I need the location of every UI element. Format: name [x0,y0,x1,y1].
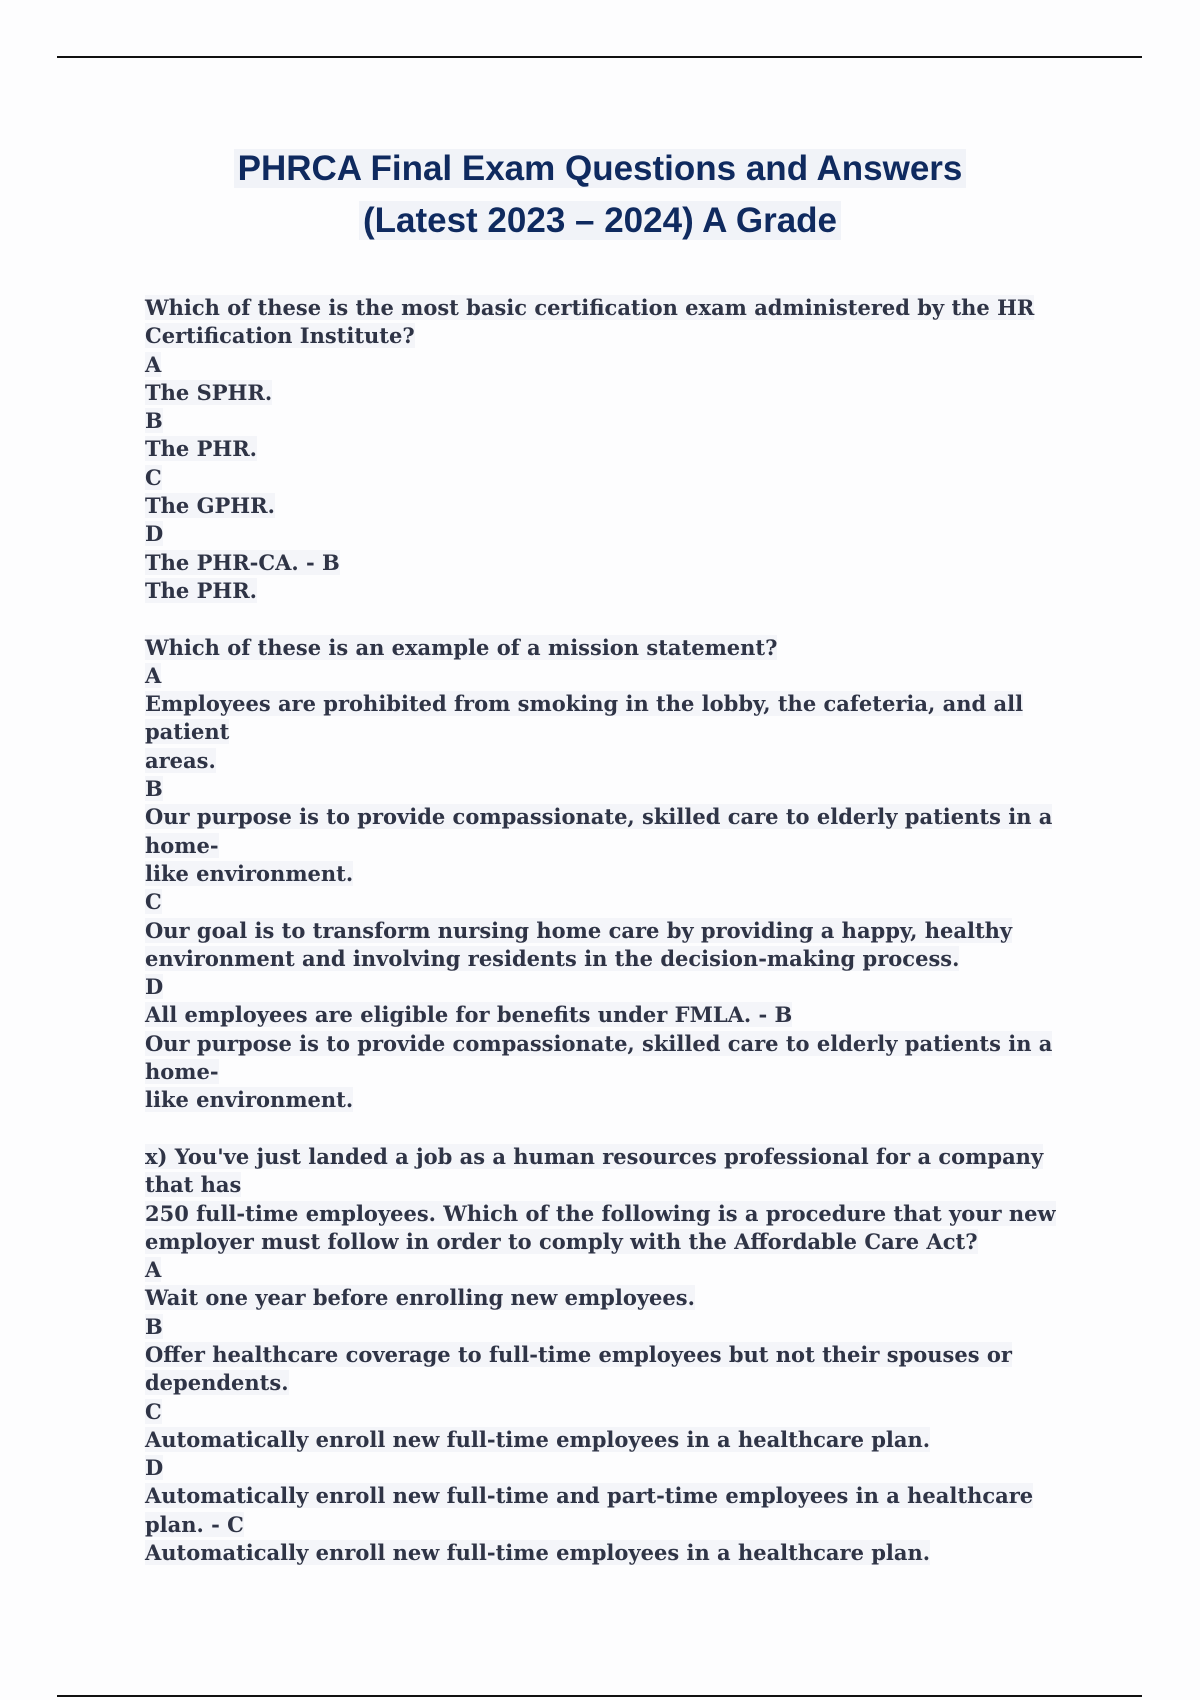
question-block-1 [145,294,1095,605]
question-1-text: Which of these is the most basic certification exam administered by the HR [145,295,1035,320]
option-label: D [145,521,164,547]
document-title [0,143,1200,247]
option-text: Wait one year before enrolling new employees. [145,1285,695,1311]
question-1-text: Certification Institute? [145,323,415,349]
option-text: Our goal is to transform nursing home care by providing a happy, healthy [145,917,1013,943]
option-label: A [145,662,162,688]
answer-text: Automatically enroll new full-time employees in a healthcare plan. [145,1540,931,1566]
option-text: The PHR. [145,436,257,462]
question-2-text: Which of these is an example of a mission statement? [145,634,778,660]
answer-text: like environment. [145,1087,354,1113]
option-text: dependents. [145,1370,289,1396]
question-list [145,294,1095,1596]
option-text-with-answer: The PHR-CA. - B [145,549,340,575]
option-label: B [145,1313,163,1339]
option-text: Employees are prohibited from smoking in the lobby, the cafeteria, and all patient [145,691,1024,745]
top-rule [57,56,1142,58]
option-text: areas. [145,747,216,773]
option-text: Our purpose is to provide compassionate, skilled care to elderly patients in a home- [145,804,1053,858]
option-label: B [145,776,163,802]
answer-text: The PHR. [145,577,257,603]
question-block-2 [145,634,1095,1115]
question-3-text: x) You've just landed a job as a human resources professional for a company that has [145,1143,1044,1198]
option-text: environment and involving residents in the decision-making process. [145,945,960,971]
option-text: Automatically enroll new full-time employees in a healthcare plan. [145,1426,931,1452]
title-line-1: PHRCA Final Exam Questions and Answers [234,149,967,188]
option-text-with-answer: All employees are eligible for benefits under FMLA. - B [145,1002,793,1028]
option-label: B [145,408,163,434]
question-3-text: employer must follow in order to comply with the Affordable Care Act? [145,1228,978,1254]
option-text-with-answer: Automatically enroll new full-time and part-time employees in a healthcare plan. - C [145,1483,1034,1537]
option-label: D [145,974,164,1000]
option-label: C [145,464,162,490]
option-label: A [145,351,162,377]
question-block-3 [145,1143,1095,1567]
title-line-2: (Latest 2023 – 2024) A Grade [359,201,841,240]
option-text: like environment. [145,860,354,886]
bottom-rule [57,1695,1142,1697]
answer-text: Our purpose is to provide compassionate, skilled care to elderly patients in a home- [145,1030,1053,1085]
option-label: D [145,1455,164,1481]
option-text: Offer healthcare coverage to full-time employees but not their spouses or [145,1341,1012,1367]
option-text: The SPHR. [145,379,273,405]
option-label: C [145,1398,162,1424]
option-label: A [145,1257,162,1283]
question-3-text: 250 full-time employees. Which of the following is a procedure that your new [145,1200,1056,1226]
option-text: The GPHR. [145,493,275,519]
option-label: C [145,889,162,915]
